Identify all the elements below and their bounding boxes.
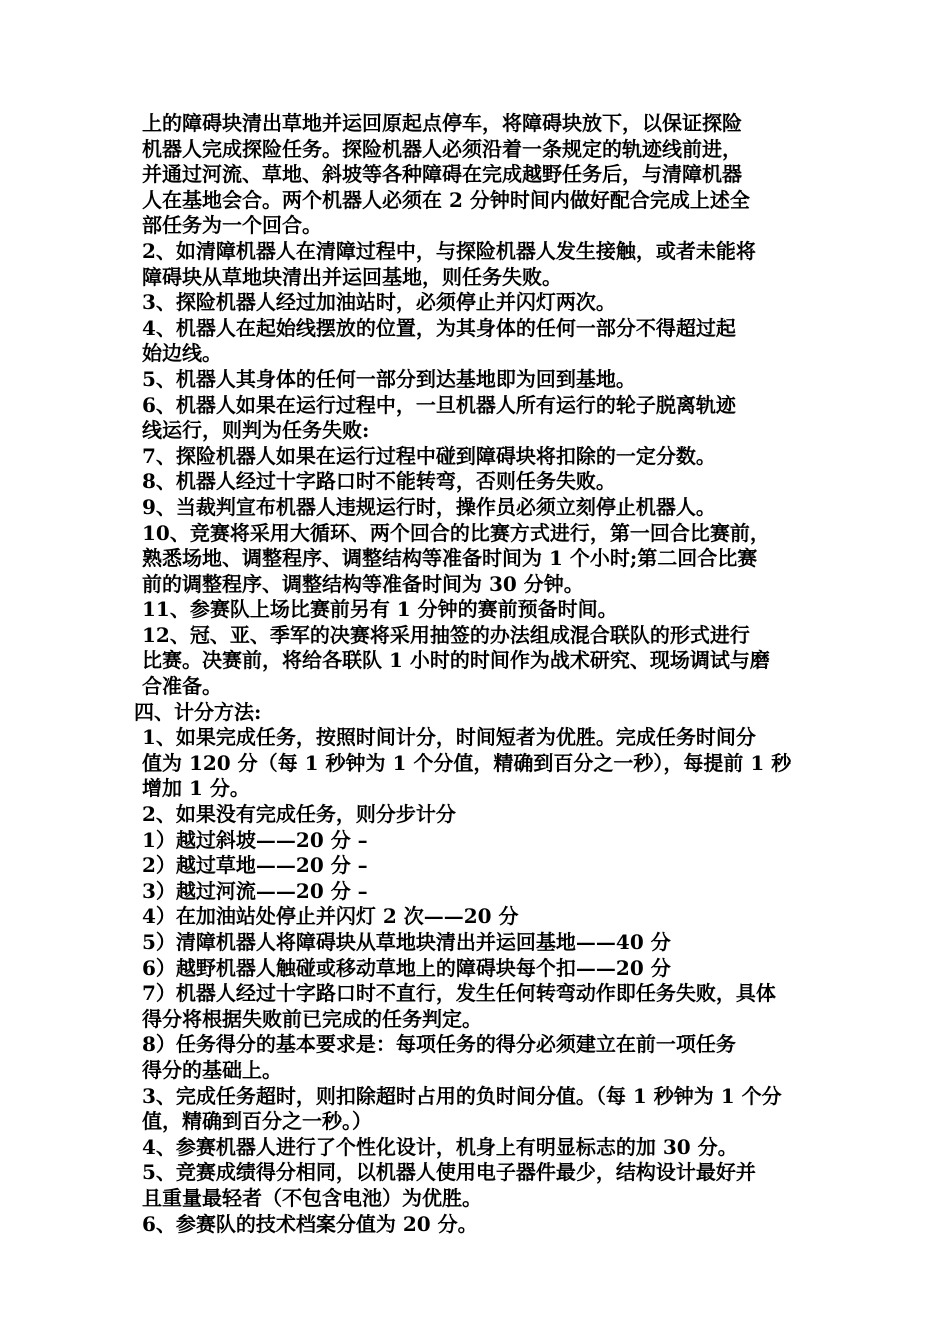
text-line: 得分的基础上。 bbox=[142, 1057, 282, 1082]
text-line: 得分将根据失败前已完成的任务判定。 bbox=[142, 1006, 482, 1031]
text-line: 7、探险机器人如果在运行过程中碰到障碍块将扣除的一定分数。 bbox=[142, 443, 716, 468]
text-line: 3、探险机器人经过加油站时，必须停止并闪灯两次。 bbox=[142, 290, 616, 315]
text-line: 11、参赛队上场比赛前另有 1 分钟的赛前预备时间。 bbox=[142, 597, 618, 622]
text-line: 熟悉场地、调整程序、调整结构等准备时间为 1 个小时;第二回合比赛 bbox=[142, 546, 758, 571]
text-line: 2）越过草地——20 分 – bbox=[142, 853, 368, 878]
text-line: 增加 1 分。 bbox=[142, 776, 250, 801]
text-line: 并通过河流、草地、斜坡等各种障碍在完成越野任务后，与清障机器 bbox=[142, 162, 742, 187]
text-line: 前的调整程序、调整结构等准备时间为 30 分钟。 bbox=[142, 571, 584, 596]
text-line: 5、竞赛成绩得分相同，以机器人使用电子器件最少，结构设计最好并 bbox=[142, 1160, 756, 1185]
text-line: 4、机器人在起始线摆放的位置，为其身体的任何一部分不得超过起 bbox=[142, 315, 736, 340]
text-line: 6、机器人如果在运行过程中，一旦机器人所有运行的轮子脱离轨迹 bbox=[142, 392, 736, 417]
text-line: 3）越过河流——20 分 – bbox=[142, 878, 368, 903]
text-line: 3、完成任务超时，则扣除超时占用的负时间分值。（每 1 秒钟为 1 个分 bbox=[142, 1083, 782, 1108]
text-line: 上的障碍块清出草地并运回原起点停车，将障碍块放下，以保证探险 bbox=[142, 111, 742, 135]
text-line: 8）任务得分的基本要求是：每项任务的得分必须建立在前一项任务 bbox=[142, 1032, 736, 1057]
section-heading: 四、计分方法: bbox=[134, 699, 262, 724]
text-line: 4、参赛机器人进行了个性化设计，机身上有明显标志的加 30 分。 bbox=[142, 1134, 738, 1159]
text-line: 8、机器人经过十字路口时不能转弯，否则任务失败。 bbox=[142, 469, 616, 494]
text-line: 1、如果完成任务，按照时间计分，时间短者为优胜。完成任务时间分 bbox=[142, 725, 756, 750]
text-line: 10、竞赛将采用大循环、两个回合的比赛方式进行，第一回合比赛前， bbox=[142, 520, 770, 545]
text-line: 2、如果没有完成任务，则分步计分 bbox=[142, 802, 456, 827]
text-line: 合准备。 bbox=[142, 674, 222, 699]
text-line: 障碍块从草地块清出并运回基地，则任务失败。 bbox=[142, 264, 562, 289]
text-line: 2、如清障机器人在清障过程中，与探险机器人发生接触，或者未能将 bbox=[142, 238, 756, 263]
text-line: 人在基地会合。两个机器人必须在 2 分钟时间内做好配合完成上述全 bbox=[142, 187, 750, 212]
text-line: 且重量最轻者（不包含电池）为优胜。 bbox=[142, 1185, 482, 1210]
text-line: 5）清障机器人将障碍块从草地块清出并运回基地——40 分 bbox=[142, 930, 671, 954]
text-line: 部任务为一个回合。 bbox=[142, 213, 322, 238]
text-line: 9、当裁判宣布机器人违规运行时，操作员必须立刻停止机器人。 bbox=[142, 494, 716, 519]
document-body bbox=[134, 111, 842, 1237]
text-line: 6、参赛队的技术档案分值为 20 分。 bbox=[142, 1211, 478, 1236]
text-line: 比赛。决赛前，将给各联队 1 小时的时间作为战术研究、现场调试与磨 bbox=[142, 648, 770, 673]
text-line: 7）机器人经过十字路口时不直行，发生任何转弯动作即任务失败，具体 bbox=[142, 981, 776, 1006]
text-line: 12、冠、亚、季军的决赛将采用抽签的办法组成混合联队的形式进行 bbox=[142, 622, 750, 647]
text-line: 值为 120 分（每 1 秒钟为 1 个分值，精确到百分之一秒），每提前 1 秒 bbox=[142, 750, 792, 775]
text-line: 4）在加油站处停止并闪灯 2 次——20 分 bbox=[142, 904, 519, 929]
text-line: 1）越过斜坡——20 分 – bbox=[142, 827, 368, 852]
text-line: 始边线。 bbox=[142, 341, 222, 366]
text-line: 线运行，则判为任务失败: bbox=[142, 418, 370, 443]
text-line: 6）越野机器人触碰或移动草地上的障碍块每个扣——20 分 bbox=[142, 955, 671, 980]
text-line: 值，精确到百分之一秒。） bbox=[142, 1109, 372, 1134]
text-line: 机器人完成探险任务。探险机器人必须沿着一条规定的轨迹线前进， bbox=[142, 136, 742, 161]
text-line: 5、机器人其身体的任何一部分到达基地即为回到基地。 bbox=[142, 366, 636, 391]
